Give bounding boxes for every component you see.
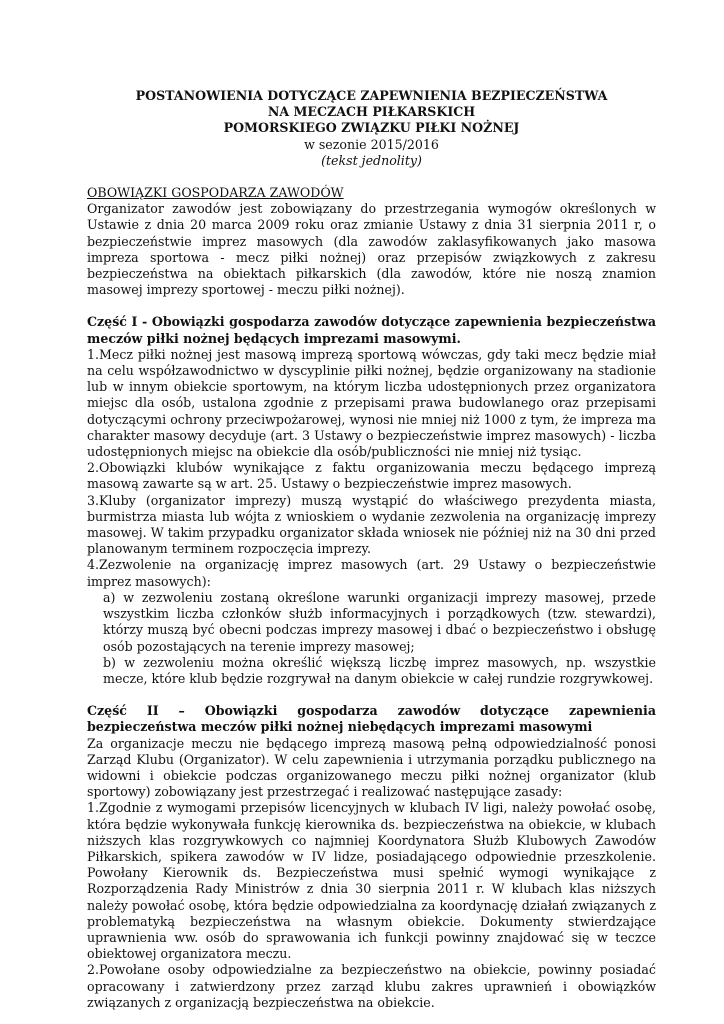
- title-season: w sezonie 2015/2016: [304, 136, 439, 152]
- part2-heading: Część II – Obowiązki gospodarza zawodów dotyczące zapewnienia bezpieczeństwa meczów piłki nożnej niebędących imprezami masowymi: [87, 703, 656, 735]
- part2-paragraph-2: 2.Powołane osoby odpowiedzialne za bezpieczeństwo na obiekcie, powinny posiadać opracowany i zatwierdzony przez zarząd klubu zakres uprawnień i obowiązków związanych z organizacją bezpieczeństwa na obiekcie.: [87, 962, 656, 1010]
- title-line-1: POSTANOWIENIA DOTYCZĄCE ZAPEWNIENIA BEZPIECZEŃSTWA: [135, 88, 608, 103]
- title-line-3: POMORSKIEGO ZWIĄZKU PIŁKI NOŻNEJ: [223, 120, 520, 136]
- host-duties-text: Organizator zawodów jest zobowiązany do przestrzegania wymogów określonych w Ustawie z dnia 20 marca 2009 roku oraz zmianie Ustawy z dnia 31 sierpnia 2011 r, o bezpieczeństwie imprez masowych (dla zawodów zaklasyfikowanych jako masowa impreza sportowa - mecz piłki nożnej) oraz przepisów związkowych z zakresu bezpieczeństwa na obiektach piłkarskich (dla zawodów, które nie noszą znamion masowej imprezy sportowej - meczu piłki nożnej).: [87, 201, 656, 298]
- part1-paragraph-2: 2.Obowiązki klubów wynikające z faktu organizowania meczu będącego imprezą masową zawarte są w art. 25. Ustawy o bezpieczeństwie imprez masowych.: [87, 460, 656, 492]
- part1-paragraph-4a: a) w zezwoleniu zostaną określone warunki organizacji imprezy masowej, przede wszystkim liczba członków służb informacyjnych i porządkowych (tzw. stewardzi), którzy muszą być obecni podczas imprezy masowej i dbać o bezpieczeństwo i obsługę osób pozostających na terenie imprezy masowej;: [103, 589, 656, 654]
- part1-paragraph-4: 4.Zezwolenie na organizację imprez masowych (art. 29 Ustawy o bezpieczeństwie imprez masowych):: [87, 557, 656, 589]
- title-note: (tekst jednolity): [321, 152, 422, 168]
- part1-paragraph-1: 1.Mecz piłki nożnej jest masową imprezą sportową wówczas, gdy taki mecz będzie miał na celu współzawodnictwo w dyscyplinie piłki nożnej, będzie organizowany na stadionie lub w innym obiekcie sportowym, na którym liczba udostępnionych przez organizatora miejsc dla osób, ustalona zgodnie z przepisami prawa budowlanego oraz przepisami dotyczącymi ochrony przeciwpożarowej, wynosi nie mniej niż 1000 z tym, że impreza ma charakter masowy decyduje (art. 3 Ustawy o bezpieczeństwie imprez masowych) - liczba udostępnionych miejsc na obiekcie dla osób/publiczności nie mniej niż tysiąc.: [87, 346, 656, 460]
- part1-heading: Część I - Obowiązki gospodarza zawodów dotyczące zapewnienia bezpieczeństwa meczów piłki nożnej będących imprezami masowymi.: [87, 314, 656, 346]
- document-page: [87, 88, 656, 1011]
- host-duties-heading: OBOWIĄZKI GOSPODARZA ZAWODÓW: [87, 185, 344, 201]
- title-line-2: NA MECZACH PIŁKARSKICH: [267, 104, 476, 120]
- part1-paragraph-4b: b) w zezwoleniu można określić większą liczbę imprez masowych, np. wszystkie mecze, które klub będzie rozgrywał na danym obiekcie w całej rundzie rozgrywkowej.: [103, 654, 656, 686]
- part1-paragraph-3: 3.Kluby (organizator imprezy) muszą wystąpić do właściwego prezydenta miasta, burmistrza miasta lub wójta z wnioskiem o wydanie zezwolenia na organizację imprezy masowej. W takim przypadku organizator składa wniosek nie później niż na 30 dni przed planowanym terminem rozpoczęcia imprezy.: [87, 492, 656, 557]
- part2-intro: Za organizacje meczu nie będącego imprezą masową pełną odpowiedzialność ponosi Zarząd Klubu (Organizator). W celu zapewnienia i utrzymania porządku publicznego na widowni i obiekcie podczas organizowanego meczu piłki nożnej organizator (klub sportowy) zobowiązany jest przestrzegać i realizować następujące zasady:: [87, 735, 656, 800]
- part2-paragraph-1: 1.Zgodnie z wymogami przepisów licencyjnych w klubach IV ligi, należy powołać osobę, która będzie wykonywała funkcję kierownika ds. bezpieczeństwa na obiekcie, w klubach niższych klas rozgrywkowych co najmniej Koordynatora Służb Klubowych Zawodów Piłkarskich, spikera zawodów w IV lidze, posiadającego odpowiednie przeszkolenie. Powołany Kierownik ds. Bezpieczeństwa musi spełnić wymogi wynikające z Rozporządzenia Rady Ministrów z dnia 30 sierpnia 2011 r. W klubach klas niższych należy powołać osobę, która będzie odpowiedzialna za koordynację działań związanych z problematyką bezpieczeństwa na własnym obiekcie. Dokumenty stwierdzające uprawnienia ww. osób do sprawowania ich funkcji powinny znajdować się w teczce obiektowej organizatora meczu.: [87, 800, 656, 962]
